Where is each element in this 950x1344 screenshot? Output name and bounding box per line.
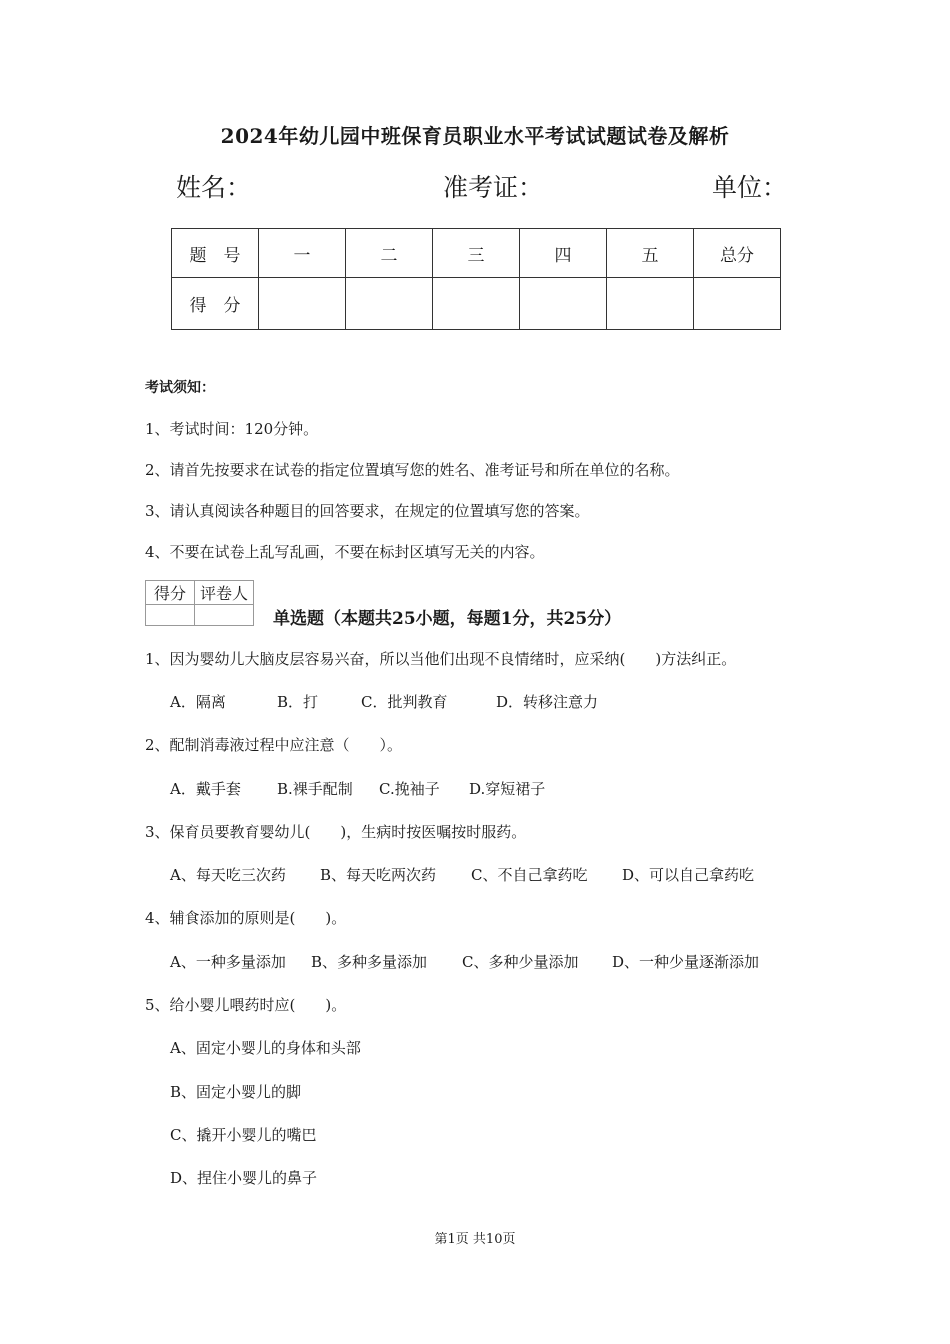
question-stem: 2、配制消毒液过程中应注意（ ）。 (145, 736, 403, 754)
question-option: D、一种少量逐渐添加 (612, 953, 760, 971)
score-table-header-cell: 一 (259, 229, 346, 278)
question-option: D、可以自己拿药吃 (622, 866, 755, 884)
score-cell[interactable] (607, 278, 694, 330)
score-table-header-cell: 二 (346, 229, 433, 278)
question-stem: 1、因为婴幼儿大脑皮层容易兴奋，所以当他们出现不良情绪时，应采纳( )方法纠正。 (145, 650, 737, 668)
score-cell[interactable] (433, 278, 520, 330)
score-table-header-cell: 总分 (694, 229, 781, 278)
page-footer: 第1页 共10页 (434, 1232, 516, 1247)
score-table-header-cell: 四 (520, 229, 607, 278)
question-option: B、多种多量添加 (311, 953, 428, 971)
unit-field-label: 单位： (712, 173, 788, 202)
score-table-score-row (172, 278, 781, 330)
exam-id-field-label: 准考证： (443, 173, 544, 202)
notice-item: 3、请认真阅读各种题目的回答要求，在规定的位置填写您的答案。 (145, 502, 590, 520)
notice-item: 4、不要在试卷上乱写乱画，不要在标封区填写无关的内容。 (145, 543, 545, 561)
score-table-header-cell: 五 (607, 229, 694, 278)
question-option: A．隔离 (170, 693, 226, 711)
grader-reviewer-label: 评卷人 (195, 581, 254, 605)
grader-score-label: 得分 (146, 581, 195, 605)
question-option: D．转移注意力 (496, 693, 599, 711)
question-option: A．戴手套 (170, 780, 241, 798)
question-stem: 3、保育员要教育婴幼儿( )，生病时按医嘱按时服药。 (145, 823, 527, 841)
question-option: C.挽袖子 (379, 780, 440, 798)
name-field-label: 姓名： (176, 173, 252, 202)
notice-heading: 考试须知： (145, 380, 215, 396)
question-option: D.穿短裙子 (469, 780, 546, 798)
question-option: D、捏住小婴儿的鼻子 (170, 1169, 318, 1187)
score-cell[interactable] (259, 278, 346, 330)
section-title: 单选题（本题共25小题，每题1分，共25分） (273, 609, 622, 629)
notice-item: 2、请首先按要求在试卷的指定位置填写您的姓名、准考证号和所在单位的名称。 (145, 461, 680, 479)
notice-item: 1、考试时间：120分钟。 (145, 420, 319, 438)
grader-reviewer-cell[interactable] (195, 605, 254, 626)
question-option: C．批判教育 (361, 693, 448, 711)
question-option: B．打 (277, 693, 319, 711)
question-option: A、固定小婴儿的身体和头部 (170, 1039, 361, 1057)
score-table-header-cell: 题 号 (172, 229, 259, 278)
score-cell[interactable] (346, 278, 433, 330)
score-cell[interactable] (694, 278, 781, 330)
question-stem: 4、辅食添加的原则是( )。 (145, 909, 347, 927)
document-title: 2024年幼儿园中班保育员职业水平考试试题试卷及解析 (220, 124, 730, 148)
question-stem: 5、给小婴儿喂药时应( )。 (145, 996, 347, 1014)
question-option: A、每天吃三次药 (170, 866, 286, 884)
score-table-header-row (172, 229, 781, 278)
score-cell[interactable] (520, 278, 607, 330)
question-option: B、固定小婴儿的脚 (170, 1083, 302, 1101)
question-option: B.裸手配制 (277, 780, 353, 798)
question-option: A、一种多量添加 (170, 953, 286, 971)
question-option: B、每天吃两次药 (320, 866, 437, 884)
score-table-header-cell: 三 (433, 229, 520, 278)
grader-box (145, 580, 254, 626)
score-row-label: 得 分 (172, 278, 259, 330)
question-option: C、不自己拿药吃 (471, 866, 588, 884)
grader-score-cell[interactable] (146, 605, 195, 626)
score-table (171, 228, 781, 330)
question-option: C、多种少量添加 (462, 953, 579, 971)
question-option: C、撬开小婴儿的嘴巴 (170, 1126, 317, 1144)
